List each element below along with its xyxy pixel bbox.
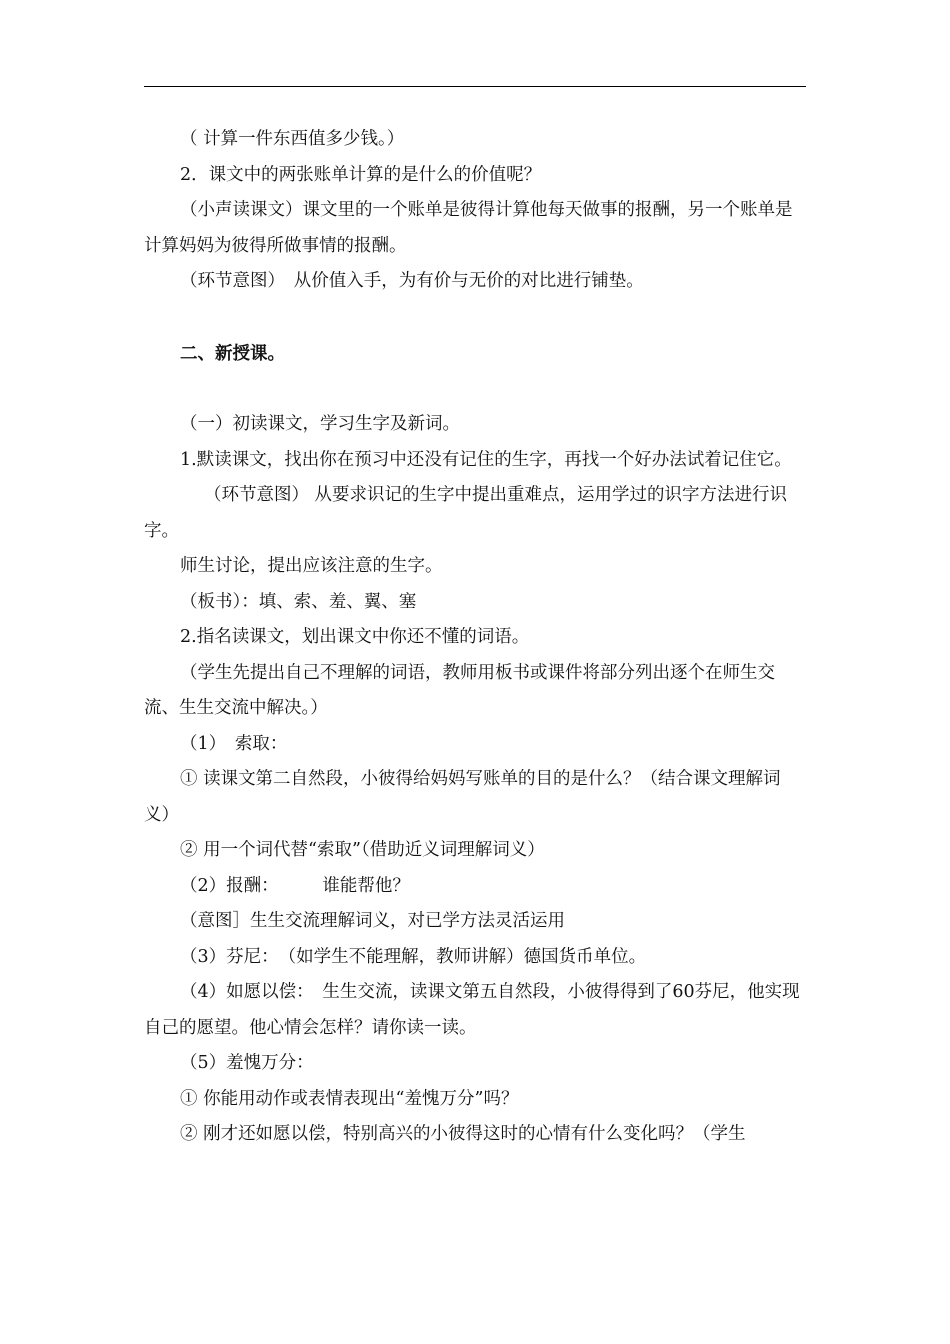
list-item: （2）报酬： 谁能帮他？	[180, 875, 410, 896]
list-item: （3）芬尼： （如学生不能理解，教师讲解）德国货币单位。	[180, 946, 647, 967]
paragraph: （环节意图） 从价值入手，为有价与无价的对比进行铺垫。	[180, 271, 644, 291]
paragraph: （学生先提出自己不理解的词语，教师用板书或课件将部分列出逐个在师生交流、生生交流中解决。）	[144, 662, 775, 718]
paragraph: （环节意图） 从要求识记的生字中提出重难点，运用学过的识字方法进行识字。	[144, 485, 788, 541]
paragraph: （板书）：填、索、羞、翼、塞	[180, 591, 417, 612]
spacer	[144, 300, 806, 337]
paragraph: 1.默读课文，找出你在预习中还没有记住的生字，再找一个好办法试着记住它。	[180, 449, 792, 470]
paragraph: 师生讨论，提出应该注意的生字。	[180, 556, 443, 576]
paragraph: （小声读课文）课文里的一个账单是彼得计算他每天做事的报酬，另一个账单是计算妈妈为彼得所做事情的报酬。	[144, 200, 793, 256]
list-item: ① 读课文第二自然段，小彼得给妈妈写账单的目的是什么？（结合课文理解词义）	[144, 769, 781, 825]
paragraph: （ 计算一件东西值多少钱。）	[180, 129, 405, 149]
paragraph: 2.指名读课文，划出课文中你还不懂的词语。	[180, 627, 530, 647]
paragraph: 2．课文中的两张账单计算的是什么的价值呢？	[180, 164, 542, 185]
list-item: （5）羞愧万分：	[180, 1053, 314, 1073]
list-item: ② 用一个词代替“索取”（借助近义词理解词义）	[180, 840, 545, 860]
list-item: （4）如愿以偿： 生生交流，读课文第五自然段，小彼得得到了60芬尼，他实现自己的愿望。他心情会怎样？请你读一读。	[144, 982, 800, 1038]
list-item: （1） 索取：	[180, 733, 288, 754]
paragraph: （一）初读课文，学习生字及新词。	[180, 414, 460, 434]
paragraph: （意图］生生交流理解词义，对已学方法灵活运用	[180, 911, 565, 931]
section-heading: 二、新授课。	[180, 343, 285, 364]
document-body	[144, 122, 806, 1153]
spacer	[144, 372, 806, 407]
list-item: ② 刚才还如愿以偿，特别高兴的小彼得这时的心情有什么变化吗？（学生	[180, 1124, 746, 1144]
header-rule	[144, 86, 806, 87]
list-item: ① 你能用动作或表情表现出“羞愧万分”吗？	[180, 1088, 519, 1109]
